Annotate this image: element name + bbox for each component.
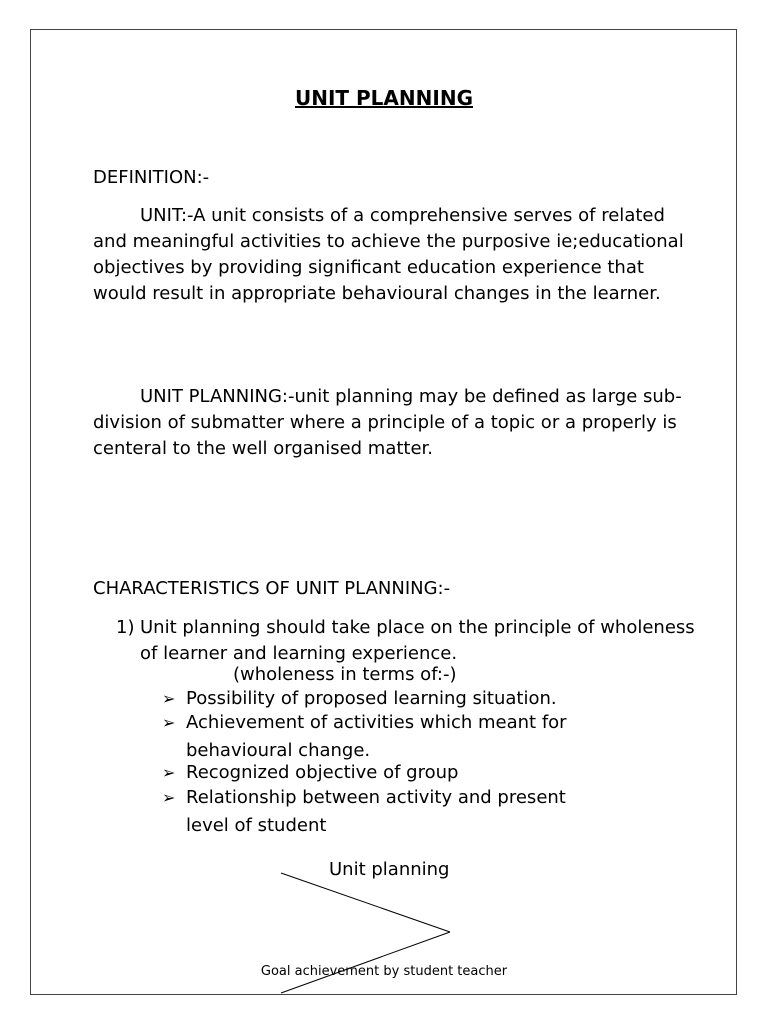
diagram-label: Unit planning [329, 859, 450, 880]
arrow-bullet-icon: ➢ [162, 788, 176, 807]
characteristics-heading: CHARACTERISTICS OF UNIT PLANNING:- [93, 578, 451, 599]
bullet-text: Possibility of proposed learning situation. [186, 688, 557, 709]
diagram-footer-label: Goal achievement by student teacher [260, 964, 508, 979]
arrow-bullet-icon: ➢ [162, 763, 176, 782]
definition-heading: DEFINITION:- [93, 167, 210, 188]
bullet-text: Recognized objective of group [186, 762, 459, 783]
page-title: UNIT PLANNING [295, 86, 473, 110]
arrow-bullet-icon: ➢ [162, 689, 176, 708]
list-item-text: Unit planning should take place on the principle of wholeness of learner and learning experience. [140, 617, 695, 664]
unit-planning-definition-paragraph: UNIT PLANNING:-unit planning may be defined as large sub-division of submatter where a principle of a topic or a properly is centeral to the well organised matter. [93, 386, 682, 459]
diagram-lower-line [281, 932, 450, 993]
bullet-text: Achievement of activities which meant for [186, 712, 567, 733]
diagram-upper-line [281, 873, 450, 932]
list-item-number: 1) [116, 617, 135, 638]
wholeness-note: (wholeness in terms of:-) [233, 664, 457, 685]
bullet-text-continuation: level of student [186, 815, 327, 836]
bullet-text-continuation: behavioural change. [186, 740, 371, 761]
unit-definition-paragraph: UNIT:-A unit consists of a comprehensive serves of related and meaningful activities to achieve the purposive ie;educational objectives by providing significant education experience that would result in appropriate behavioural changes in the learner. [93, 205, 684, 304]
arrow-bullet-icon: ➢ [162, 713, 176, 732]
bullet-text: Relationship between activity and present [186, 787, 566, 808]
